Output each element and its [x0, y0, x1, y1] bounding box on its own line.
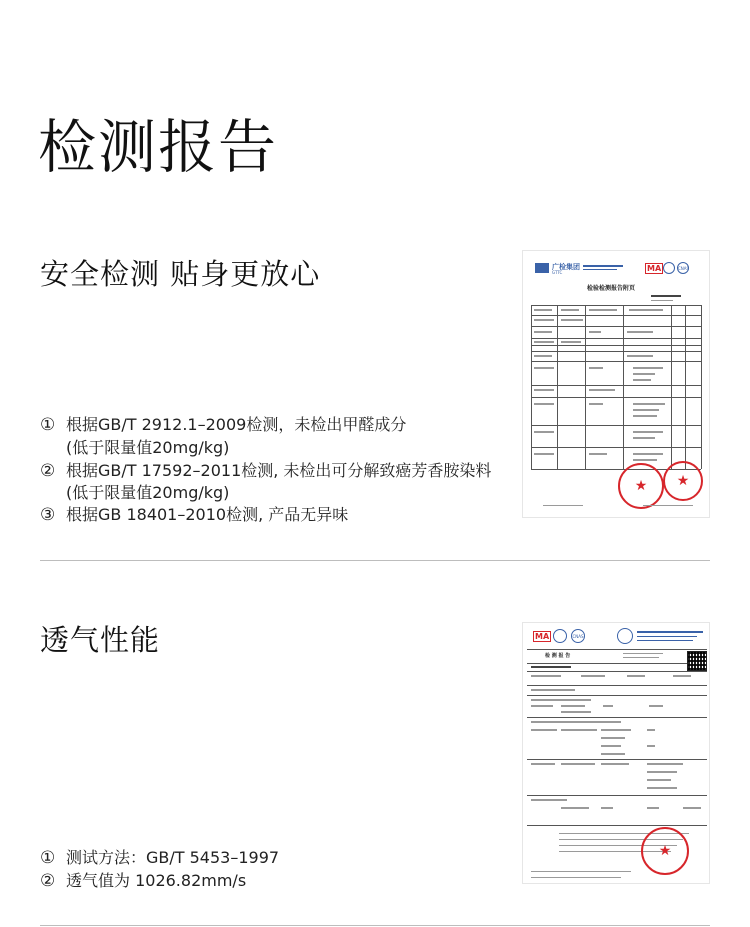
item-text: 根据GB/T 17592–2011检测, 未检出可分解致癌芳香胺染料 — [66, 461, 492, 480]
cma-mark-icon: MA — [535, 632, 550, 641]
item-note: (低于限量值20mg/kg) — [66, 438, 230, 457]
ilac-badge-icon — [663, 262, 675, 274]
item-text: 测试方法：GB/T 5453–1997 — [66, 848, 280, 867]
item-number: ② — [40, 461, 56, 481]
item-text: 根据GB/T 2912.1–2009检测，未检出甲醛成分 — [66, 415, 407, 434]
cnas-badge-icon: CNAS — [677, 262, 689, 274]
institute-logo-icon — [617, 628, 633, 644]
qr-code-icon — [687, 651, 707, 671]
item-number: ③ — [40, 505, 56, 525]
section-divider — [40, 560, 710, 561]
list-item — [40, 412, 406, 435]
gttc-logo-icon — [535, 263, 549, 273]
item-number: ① — [40, 848, 56, 868]
list-item-note — [66, 435, 229, 458]
section-divider — [40, 925, 710, 926]
official-stamp-icon: ★ — [663, 461, 703, 501]
item-number: ① — [40, 415, 56, 435]
official-stamp-icon: ★ — [618, 463, 664, 509]
item-text: 透气值为 1026.82mm/s — [66, 871, 247, 890]
list-item — [40, 845, 279, 868]
report-org-sub: GTTC — [552, 270, 563, 275]
official-stamp-icon: ★ — [641, 827, 689, 875]
page-title: 检测报告 — [38, 113, 279, 181]
report-title: 检验检测报告附页 — [587, 285, 636, 292]
list-item — [40, 458, 491, 481]
item-text: 根据GB 18401–2010检测, 产品无异味 — [66, 505, 349, 524]
section-title-safety: 安全检测 贴身更放心 — [40, 257, 321, 291]
item-note: (低于限量值20mg/kg) — [66, 483, 230, 502]
report-org-name: 广检集团 — [552, 263, 580, 271]
cma-mark-icon: MA — [647, 264, 662, 273]
ilac-badge-icon — [553, 629, 567, 643]
test-report-image-2 — [522, 622, 710, 884]
test-report-image-1 — [522, 250, 710, 518]
section-title-breathability: 透气性能 — [40, 623, 161, 657]
list-item-note — [66, 480, 229, 503]
item-number: ② — [40, 871, 56, 891]
list-item — [40, 502, 348, 525]
report-title: 检 测 报 告 — [545, 653, 571, 659]
cnas-badge-icon: CNAS — [571, 629, 585, 643]
list-item — [40, 868, 246, 891]
